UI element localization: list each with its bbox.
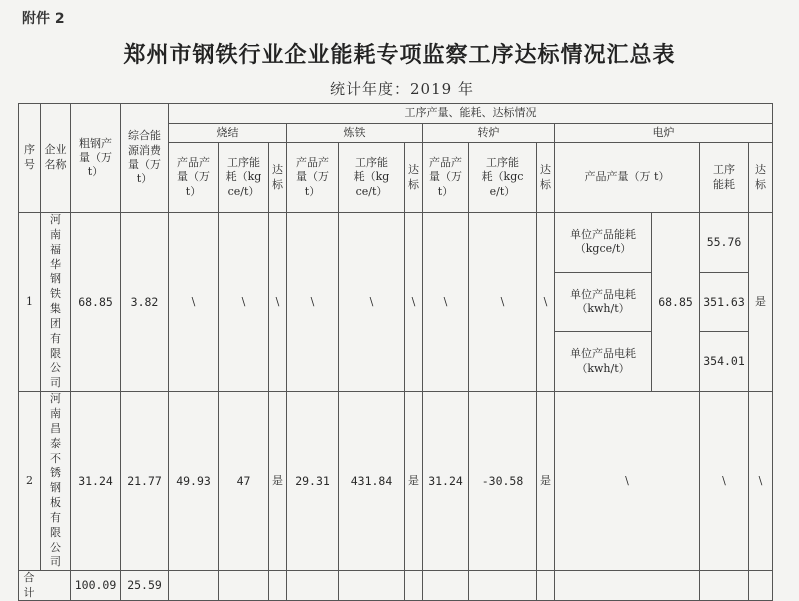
header-row-1 — [19, 104, 773, 124]
row2-conv-output: 31.24 — [423, 392, 469, 571]
page-title: 郑州市钢铁行业企业能耗专项监察工序达标情况汇总表 — [123, 42, 676, 68]
row2-conv-standard: 是 — [537, 392, 555, 571]
row1-energy: 3.82 — [121, 213, 169, 392]
conv-output-header: 产品产量（万 t） — [423, 143, 469, 213]
row1-seq: 1 — [19, 213, 41, 392]
iron-standard-header: 达标 — [405, 143, 423, 213]
empty-cell — [469, 571, 537, 601]
eaf-standard-header: 达标 — [749, 143, 773, 213]
process-group-header: 工序产量、能耗、达标情况 — [169, 104, 773, 124]
empty-cell — [269, 571, 287, 601]
table-row — [19, 392, 773, 571]
row1-eaf-item-label: 单位产品电耗（kwh/t） — [555, 272, 652, 332]
total-crude-steel: 100.09 — [71, 571, 121, 601]
empty-cell — [169, 571, 219, 601]
row1-eaf-item-label: 单位产品电耗（kwh/t） — [555, 332, 652, 392]
row1-company: 河南福华钢铁集团有限公司 — [41, 213, 71, 392]
row2-iron-output: 29.31 — [287, 392, 339, 571]
empty-cell — [339, 571, 405, 601]
row2-company: 河南昌泰不锈钢板有限公司 — [41, 392, 71, 571]
row2-sint-consumption: 47 — [219, 392, 269, 571]
statistics-year: 统计年度：2019 年 — [330, 80, 474, 98]
row1-sint-standard: \ — [269, 213, 287, 392]
col-crude-steel-header: 粗钢产量（万 t） — [71, 104, 121, 213]
conv-standard-header: 达标 — [537, 143, 555, 213]
conv-consumption-header: 工序能耗（kgce/t） — [469, 143, 537, 213]
row1-eaf-item-value: 354.01 — [700, 332, 749, 392]
row1-conv-output: \ — [423, 213, 469, 392]
row2-iron-consumption: 431.84 — [339, 392, 405, 571]
summary-table — [18, 103, 773, 601]
total-energy: 25.59 — [121, 571, 169, 601]
eaf-output-header: 产品产量（万 t） — [555, 143, 700, 213]
attachment-label: 附件 2 — [22, 11, 65, 27]
empty-cell — [219, 571, 269, 601]
empty-cell — [749, 571, 773, 601]
row1-sint-output: \ — [169, 213, 219, 392]
iron-consumption-header: 工序能耗（kgce/t） — [339, 143, 405, 213]
iron-output-header: 产品产量（万 t） — [287, 143, 339, 213]
row2-crude-steel: 31.24 — [71, 392, 121, 571]
row1-eaf-item-value: 55.76 — [700, 213, 749, 273]
row2-iron-standard: 是 — [405, 392, 423, 571]
row2-eaf-standard: \ — [749, 392, 773, 571]
row2-eaf-consumption: \ — [700, 392, 749, 571]
row2-seq: 2 — [19, 392, 41, 571]
col-company-header: 企业名称 — [41, 104, 71, 213]
sintering-header: 烧结 — [169, 124, 287, 143]
empty-cell — [423, 571, 469, 601]
table-row — [19, 213, 773, 273]
sint-output-header: 产品产量（万 t） — [169, 143, 219, 213]
row1-iron-consumption: \ — [339, 213, 405, 392]
row2-sint-output: 49.93 — [169, 392, 219, 571]
col-energy-header: 综合能源消费量（万 t） — [121, 104, 169, 213]
row1-iron-standard: \ — [405, 213, 423, 392]
row1-eaf-standard: 是 — [749, 213, 773, 392]
empty-cell — [700, 571, 749, 601]
row2-energy: 21.77 — [121, 392, 169, 571]
row2-sint-standard: 是 — [269, 392, 287, 571]
row1-eaf-output: 68.85 — [652, 213, 700, 392]
row1-crude-steel: 68.85 — [71, 213, 121, 392]
total-row — [19, 571, 773, 601]
empty-cell — [555, 571, 700, 601]
eaf-consumption-header: 工序能耗 — [700, 143, 749, 213]
empty-cell — [405, 571, 423, 601]
row1-iron-output: \ — [287, 213, 339, 392]
row1-eaf-item-label: 单位产品能耗（kgce/t） — [555, 213, 652, 273]
row2-eaf-output: \ — [555, 392, 700, 571]
sint-standard-header: 达标 — [269, 143, 287, 213]
row1-conv-consumption: \ — [469, 213, 537, 392]
row1-conv-standard: \ — [537, 213, 555, 392]
row1-eaf-item-value: 351.63 — [700, 272, 749, 332]
eaf-header: 电炉 — [555, 124, 773, 143]
sint-consumption-header: 工序能耗（kgce/t） — [219, 143, 269, 213]
col-seq-header: 序号 — [19, 104, 41, 213]
row2-conv-consumption: -30.58 — [469, 392, 537, 571]
row1-sint-consumption: \ — [219, 213, 269, 392]
empty-cell — [537, 571, 555, 601]
empty-cell — [287, 571, 339, 601]
total-label: 合计 — [19, 571, 71, 601]
converter-header: 转炉 — [423, 124, 555, 143]
ironmaking-header: 炼铁 — [287, 124, 423, 143]
